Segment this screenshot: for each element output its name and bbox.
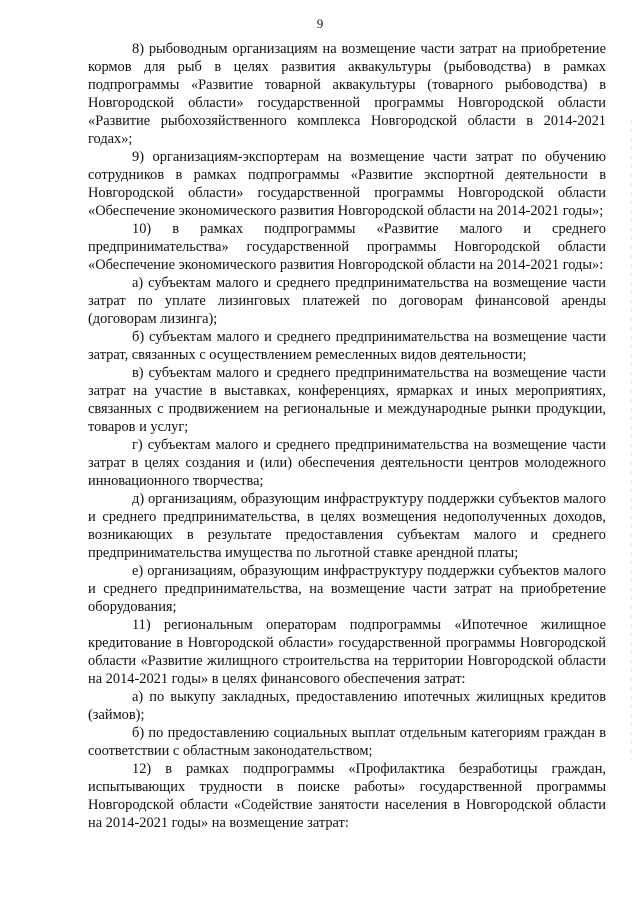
scan-edge-artifact	[631, 120, 632, 760]
paragraph-10g-youth-centers: г) субъектам малого и среднего предпринимательства на возмещение части затрат в целях создания и (или) обеспечения деятельности центров молодежного инновационного творчества;	[88, 437, 606, 489]
paragraph-9-exporters: 9) организациям-экспортерам на возмещение части затрат по обучению сотрудников в рамках подпрограммы «Развитие экспортной деятельности в Новгородской области» государственной программы Новгородской области «Обеспечение экономического развития Новгородской области на 2014-2021 годы»;	[88, 149, 606, 219]
paragraph-10b-crafts: б) субъектам малого и среднего предпринимательства на возмещение части затрат, связанных с осуществлением ремесленных видов деятельности;	[88, 329, 606, 363]
paragraph-11a-mortgage-buyout: а) по выкупу закладных, предоставлению ипотечных жилищных кредитов (займов);	[88, 689, 606, 723]
paragraph-11b-social-payments: б) по предоставлению социальных выплат отдельным категориям граждан в соответствии с областным законодательством;	[88, 725, 606, 759]
paragraph-10-small-business: 10) в рамках подпрограммы «Развитие малого и среднего предпринимательства» государственной программы Новгородской области «Обеспечение экономического развития Новгородской области на 2014-2021 годы»:	[88, 221, 606, 273]
paragraph-11-mortgage: 11) региональным операторам подпрограммы «Ипотечное жилищное кредитование в Новгородской области» государственной программы Новгородской области «Развитие жилищного строительства на территории Новгородской области на 2014-2021 годы» в целях финансового обеспечения затрат:	[88, 617, 606, 687]
paragraph-8-fish-farming: 8) рыбоводным организациям на возмещение части затрат на приобретение кормов для рыб в целях развития аквакультуры (рыбоводства) в рамках подпрограммы «Развитие товарной аквакультуры (товарного рыбоводства) в Новгородской области» государственной программы Новгородской области «Развитие рыбохозяйственного комплекса Новгородской области в 2014-2021 годах»;	[88, 41, 606, 147]
document-body	[88, 40, 606, 832]
paragraph-10d-infrastructure-rent: д) организациям, образующим инфраструктуру поддержки субъектов малого и среднего предпринимательства, в целях возмещения недополученных доходов, возникающих в результате предоставления субъектам малого и среднего предпринимательства имущества по льготной ставке арендной платы;	[88, 491, 606, 561]
paragraph-10e-equipment: е) организациям, образующим инфраструктуру поддержки субъектов малого и среднего предпринимательства, на возмещение части затрат на приобретение оборудования;	[88, 563, 606, 615]
page-number: 9	[316, 16, 324, 31]
paragraph-12-unemployment: 12) в рамках подпрограммы «Профилактика безработицы граждан, испытывающих трудности в поиске работы» государственной программы Новгородской области «Содействие занятости населения в Новгородской области на 2014-2021 годы» на возмещение затрат:	[88, 761, 606, 831]
paragraph-10a-leasing: а) субъектам малого и среднего предпринимательства на возмещение части затрат по уплате лизинговых платежей по договорам финансовой аренды (договорам лизинга);	[88, 275, 606, 327]
paragraph-10v-exhibitions: в) субъектам малого и среднего предпринимательства на возмещение части затрат на участие в выставках, конференциях, ярмарках и иных мероприятиях, связанных с продвижением на региональные и международные рынки продукции, товаров и услуг;	[88, 365, 606, 435]
